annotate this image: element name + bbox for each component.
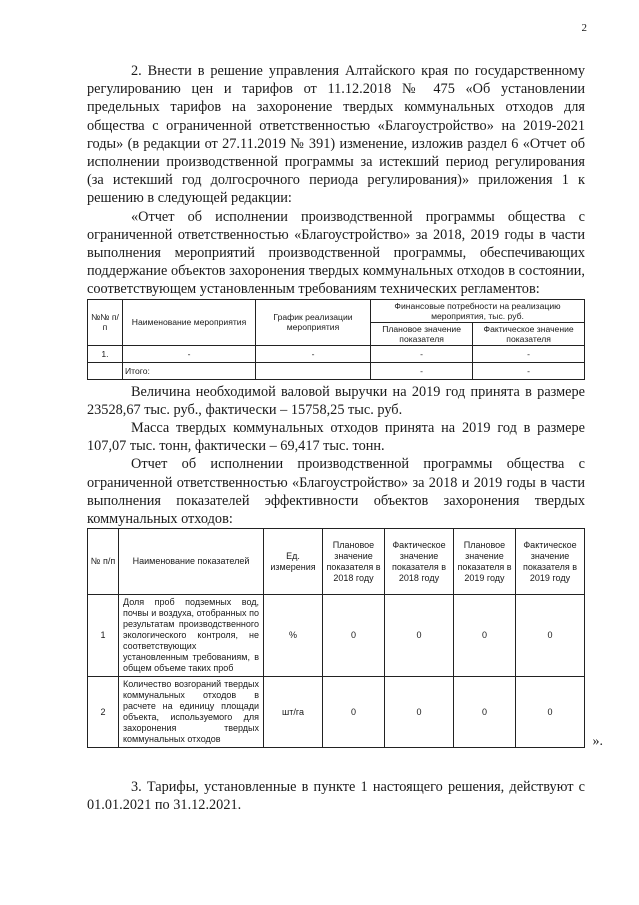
row-plan-2018: 0 (323, 677, 385, 748)
col-plan-2018-header: Плановое значение показателя в 2018 году (323, 529, 385, 595)
col-fact-2019-header: Фактическое значение показателя в 2019 году (515, 529, 584, 595)
col-unit-header: Ед. измерения (264, 529, 323, 595)
paragraph-2: 2. Внести в решение управления Алтайского края по государственному регулированию цен и тарифов от 11.12.2018 № 475 «Об установлении предельных тарифов на захоронение твердых коммунальных отходов для общества с ограниченной ответственностью «Благоустройство» на 2019-2021 годы» (в редакции от 27.11.2019 № 391) изменение, изложив раздел 6 «Отчет об исполнении производственной программы за истекший период регулирования (за истекший год долгосрочного периода регулирования)» приложения 1 к решению в следующей редакции: (87, 63, 585, 207)
table-row (88, 677, 585, 748)
row-num (88, 362, 123, 379)
row-num: 1 (88, 595, 119, 677)
col-schedule-header: График реализации мероприятия (256, 299, 371, 345)
row-planned: - (371, 362, 473, 379)
row-unit: шт/га (264, 677, 323, 748)
efficiency-table (87, 528, 585, 748)
closing-quote: ». (592, 734, 603, 750)
row-name: Количество возгораний твердых коммунальных отходов в расчете на единицу площади объекта, используемого для захоронения твердых коммунальных отходов (119, 677, 264, 748)
row-plan-2018: 0 (323, 595, 385, 677)
row-fact-2019: 0 (515, 595, 584, 677)
row-plan-2019: 0 (453, 595, 515, 677)
revenue-text: Величина необходимой валовой выручки на 2019 год принята в размере 23528,67 тыс. руб., фактически – 15758,25 тыс. руб. (87, 383, 585, 418)
row-fact-2018: 0 (385, 677, 454, 748)
row-name: - (123, 345, 256, 362)
row-name: Доля проб подземных вод, почвы и воздуха, отобранных по результатам производственного экологического контроля, не соответствующих установленным требованиям, в общем объеме таких проб (119, 595, 264, 677)
table-row (88, 595, 585, 677)
col-plan-2019-header: Плановое значение показателя в 2019 году (453, 529, 515, 595)
row-schedule (256, 362, 371, 379)
col-num-header: №№ п/п (88, 299, 123, 345)
row-actual: - (473, 362, 585, 379)
row-fact-2019: 0 (515, 677, 584, 748)
table-row-total (88, 362, 585, 379)
col-actual-header: Фактическое значение показателя (473, 322, 585, 345)
col-fact-2018-header: Фактическое значение показателя в 2018 году (385, 529, 454, 595)
row-unit: % (264, 595, 323, 677)
col-planned-header: Плановое значение показателя (371, 322, 473, 345)
row-plan-2019: 0 (453, 677, 515, 748)
col-name-header: Наименование показателей (119, 529, 264, 595)
col-finance-header: Финансовые потребности на реализацию мероприятия, тыс. руб. (371, 299, 585, 322)
row-name: Итого: (123, 362, 256, 379)
mass-text: Масса твердых коммунальных отходов принята на 2019 год в размере 107,07 тыс. тонн, фактически – 69,417 тыс. тонн. (87, 420, 585, 455)
measures-table (87, 299, 585, 380)
row-fact-2018: 0 (385, 595, 454, 677)
page-number: 2 (581, 22, 587, 34)
row-planned: - (371, 345, 473, 362)
table-row (88, 345, 585, 362)
row-schedule: - (256, 345, 371, 362)
row-num: 2 (88, 677, 119, 748)
col-num-header: № п/п (88, 529, 119, 595)
paragraph-3: 3. Тарифы, установленные в пункте 1 настоящего решения, действуют с 01.01.2021 по 31.12.2021. (87, 779, 585, 814)
quote-report-1: «Отчет об исполнении производственной программы общества с ограниченной ответственностью «Благоустройство» за 2018, 2019 годы в части выполнения мероприятий производственной программы, обеспечивающих поддержание объектов захоронения твердых коммунальных отходов в состоянии, соответствующем установленным требованиям технических регламентов: (87, 208, 585, 298)
row-actual: - (473, 345, 585, 362)
row-num: 1. (88, 345, 123, 362)
document-body (87, 62, 603, 815)
report-2-text: Отчет об исполнении производственной программы общества с ограниченной ответственностью «Благоустройство» за 2018 и 2019 годы в части выполнения показателей эффективности объектов захоронения твердых коммунальных отходов: (87, 456, 585, 528)
col-name-header: Наименование мероприятия (123, 299, 256, 345)
